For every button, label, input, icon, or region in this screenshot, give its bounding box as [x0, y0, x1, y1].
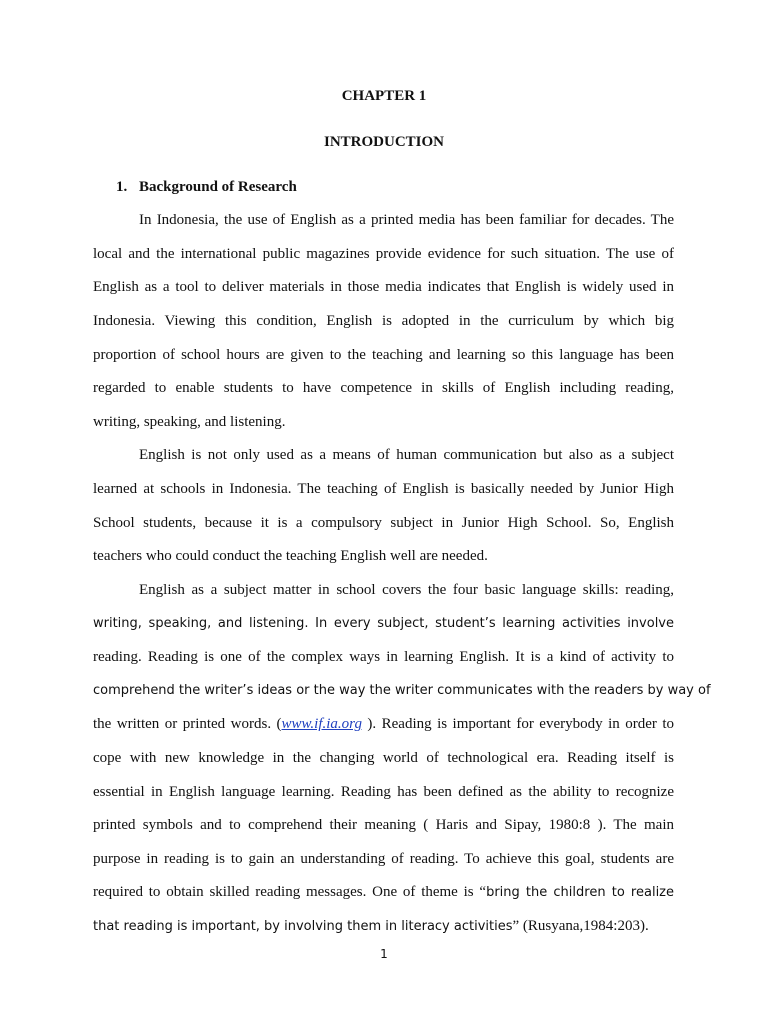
paragraph-3-line-3: reading. Reading is one of the complex ways in learning English. It is a kind of activity to [93, 649, 674, 665]
paragraph-1-line-6: regarded to enable students to have competence in skills of English including reading, [93, 380, 674, 396]
source-link[interactable]: www.if.ia.org [281, 716, 362, 732]
section-heading [116, 177, 297, 197]
paragraph-3-line-6: cope with new knowledge in the changing world of technological era. Reading itself is [93, 750, 674, 766]
page-number: 1 [380, 947, 388, 961]
citation-text: ” (Rusyana,1984:203). [512, 918, 649, 934]
paragraph-2-line-3: School students, because it is a compulsory subject in Junior High School. So, English [93, 515, 674, 531]
paragraph-3-line-9: purpose in reading is to gain an understanding of reading. To achieve this goal, students are [93, 851, 674, 867]
line-text-serif: required to obtain skilled reading messages. One of theme is “ [93, 884, 487, 900]
chapter-heading: CHAPTER 1 [341, 88, 427, 104]
paragraph-2-line-1: English is not only used as a means of human communication but also as a subject [139, 447, 674, 463]
section-title: Background of Research [139, 179, 297, 195]
chapter-title: INTRODUCTION [323, 134, 444, 150]
paragraph-1-line-3: English as a tool to deliver materials in those media indicates that English is widely used in [93, 279, 674, 295]
paragraph-1-line-7: writing, speaking, and listening. [93, 414, 286, 430]
paragraph-1-line-2: local and the international public magazines provide evidence for such situation. The use of [93, 246, 674, 262]
paragraph-3-line-4: comprehend the writer’s ideas or the way the writer communicates with the readers by way of [93, 683, 711, 698]
paragraph-3-line-7: essential in English language learning. Reading has been defined as the ability to recognize [93, 784, 674, 800]
paragraph-1-line-1: In Indonesia, the use of English as a printed media has been familiar for decades. The [139, 212, 674, 228]
line-text-after-link: ). Reading is important for everybody in order to [361, 716, 674, 732]
paragraph-1-line-4: Indonesia. Viewing this condition, English is adopted in the curriculum by which big [93, 313, 674, 329]
quoted-text: that reading is important, by involving them in literacy activities [93, 919, 513, 934]
paragraph-3-line-5 [93, 714, 674, 734]
quoted-text: bring the children to realize [486, 885, 675, 900]
section-number: 1. [116, 179, 128, 195]
paragraph-2-line-2: learned at schools in Indonesia. The teaching of English is basically needed by Junior High [93, 481, 674, 497]
paragraph-2-line-4: teachers who could conduct the teaching English well are needed. [93, 548, 488, 564]
paragraph-3-line-2: writing, speaking, and listening. In every subject, student’s learning activities involve [93, 616, 674, 631]
paragraph-3-line-10 [93, 882, 674, 903]
paragraph-3-line-8: printed symbols and to comprehend their meaning ( Haris and Sipay, 1980:8 ). The main [93, 817, 674, 833]
line-text-before-link: the written or printed words. ( [93, 716, 282, 732]
paragraph-1-line-5: proportion of school hours are given to the teaching and learning so this language has been [93, 347, 674, 363]
paragraph-3-line-11 [93, 916, 674, 937]
paragraph-3-line-1: English as a subject matter in school covers the four basic language skills: reading, [139, 582, 674, 598]
